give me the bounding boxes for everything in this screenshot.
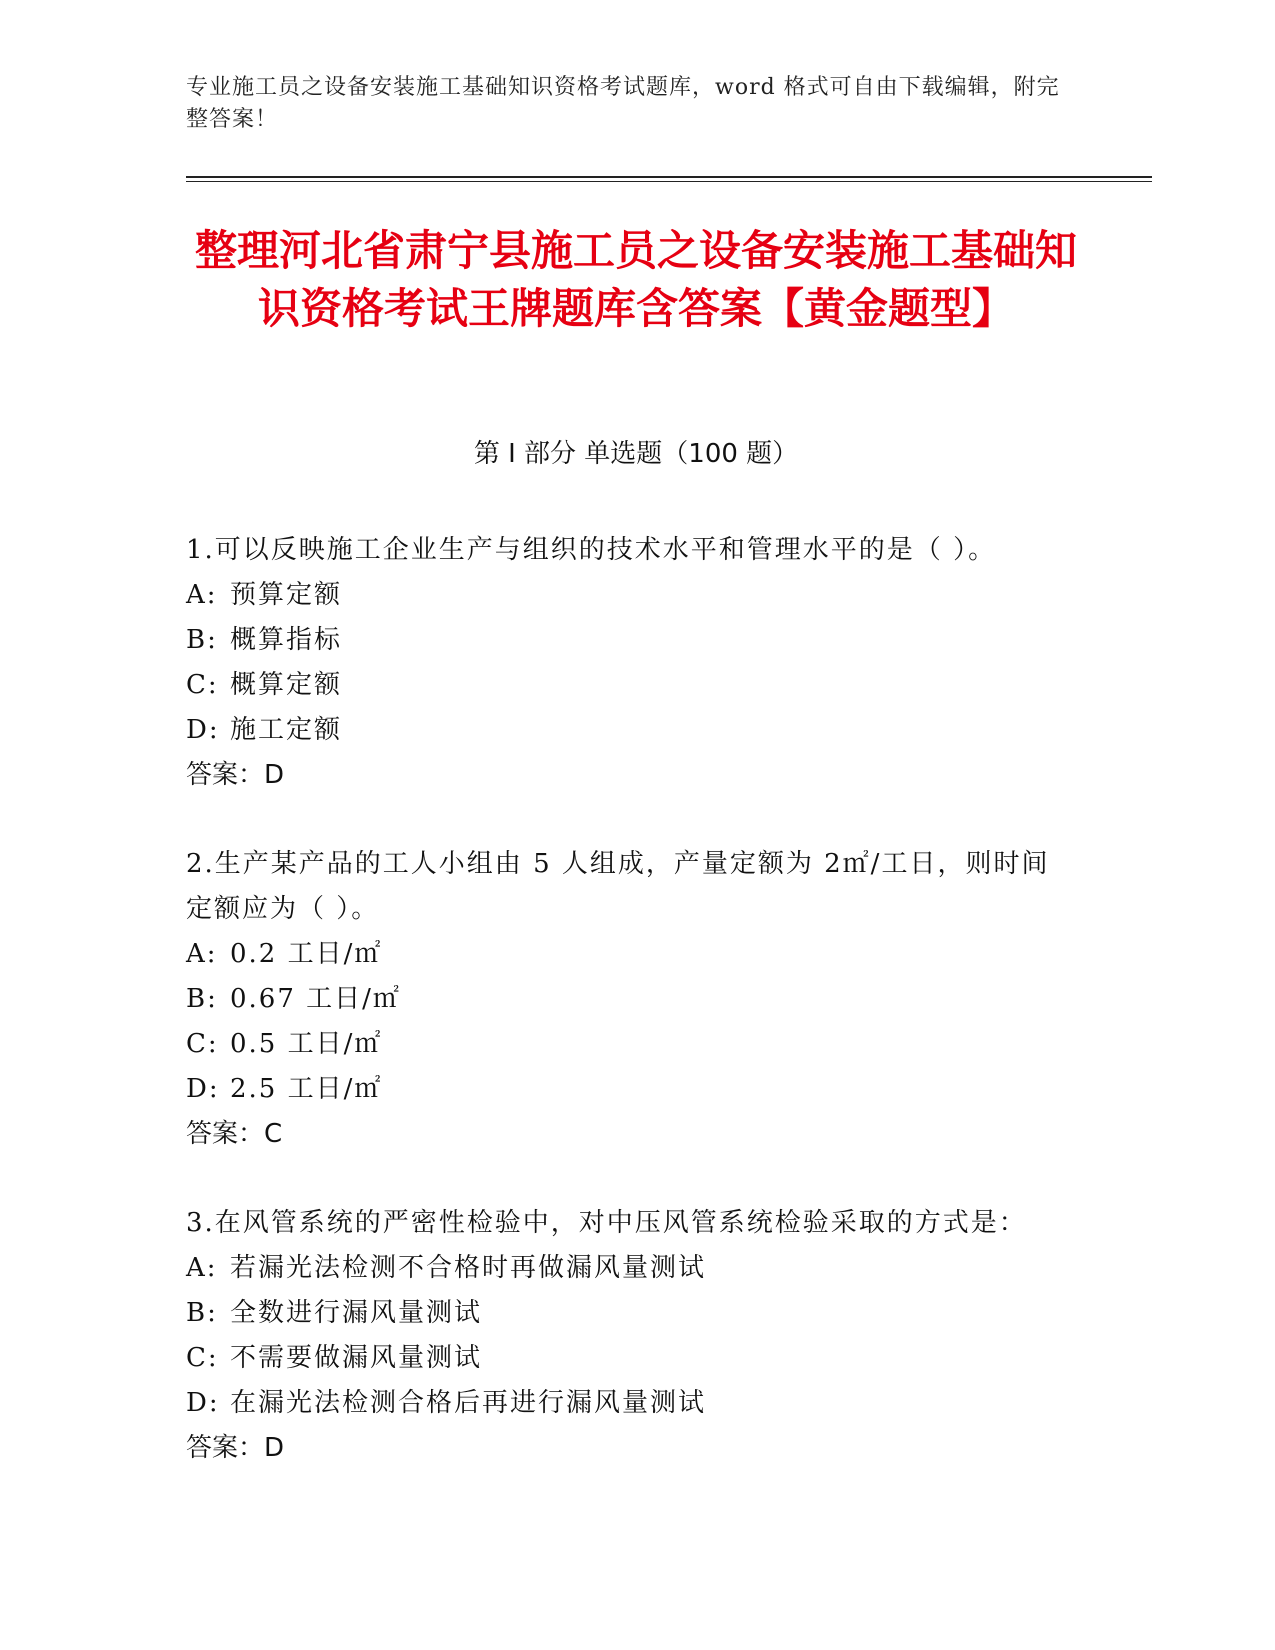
question-stem: 3.在风管系统的严密性检验中，对中压风管系统检验采取的方式是： (186, 1208, 1027, 1238)
option-text: 0.5 工日/㎡ (230, 1029, 383, 1059)
option-key: B: (186, 1298, 218, 1328)
answer-line: 答案：D (186, 760, 285, 790)
option-text: 2.5 工日/㎡ (230, 1074, 383, 1104)
option-a (186, 932, 1066, 977)
question-stem: 2.生产某产品的工人小组由 5 人组成，产量定额为 2㎡/工日，则时间定额应为（ ）。 (186, 849, 1050, 924)
option-key: D: (186, 1388, 220, 1418)
option-key: C: (186, 1343, 219, 1373)
section-heading: 第 I 部分 单选题（100 题） (473, 439, 799, 469)
option-key: A: (186, 939, 218, 969)
option-text: 若漏光法检测不合格时再做漏风量测试 (230, 1253, 707, 1283)
option-key: A: (186, 1253, 218, 1283)
question-3 (186, 1201, 1066, 1471)
option-text: 全数进行漏风量测试 (230, 1298, 483, 1328)
document-title: 整理河北省肃宁县施工员之设备安装施工基础知识资格考试王牌题库含答案【黄金题型】 (194, 226, 1077, 333)
option-text: 不需要做漏风量测试 (230, 1343, 483, 1373)
option-key: C: (186, 1029, 219, 1059)
question-stem: 1.可以反映施工企业生产与组织的技术水平和管理水平的是（ ）。 (186, 535, 997, 565)
header-note: 专业施工员之设备安装施工基础知识资格考试题库，word 格式可自由下载编辑，附完整答案！ (186, 75, 1060, 132)
option-key: A: (186, 580, 218, 610)
option-c (186, 663, 1066, 708)
option-key: D: (186, 1074, 220, 1104)
header-divider (186, 176, 1152, 182)
option-c (186, 1022, 1066, 1067)
question-1 (186, 528, 1066, 798)
answer-line: 答案：C (186, 1119, 283, 1149)
option-b (186, 977, 1066, 1022)
question-list (186, 528, 1066, 1515)
option-d (186, 708, 1066, 753)
option-b (186, 1291, 1066, 1336)
option-text: 0.2 工日/㎡ (230, 939, 383, 969)
option-text: 概算定额 (230, 670, 343, 700)
option-a (186, 573, 1066, 618)
option-text: 在漏光法检测合格后再进行漏风量测试 (230, 1388, 707, 1418)
answer-line: 答案：D (186, 1433, 285, 1463)
option-d (186, 1067, 1066, 1112)
option-text: 概算指标 (230, 625, 343, 655)
option-c (186, 1336, 1066, 1381)
option-d (186, 1381, 1066, 1426)
question-2 (186, 842, 1066, 1157)
option-text: 施工定额 (230, 715, 343, 745)
option-a (186, 1246, 1066, 1291)
option-key: B: (186, 625, 218, 655)
option-text: 0.67 工日/㎡ (230, 984, 401, 1014)
option-key: D: (186, 715, 220, 745)
option-key: C: (186, 670, 219, 700)
option-b (186, 618, 1066, 663)
option-text: 预算定额 (230, 580, 343, 610)
option-key: B: (186, 984, 218, 1014)
